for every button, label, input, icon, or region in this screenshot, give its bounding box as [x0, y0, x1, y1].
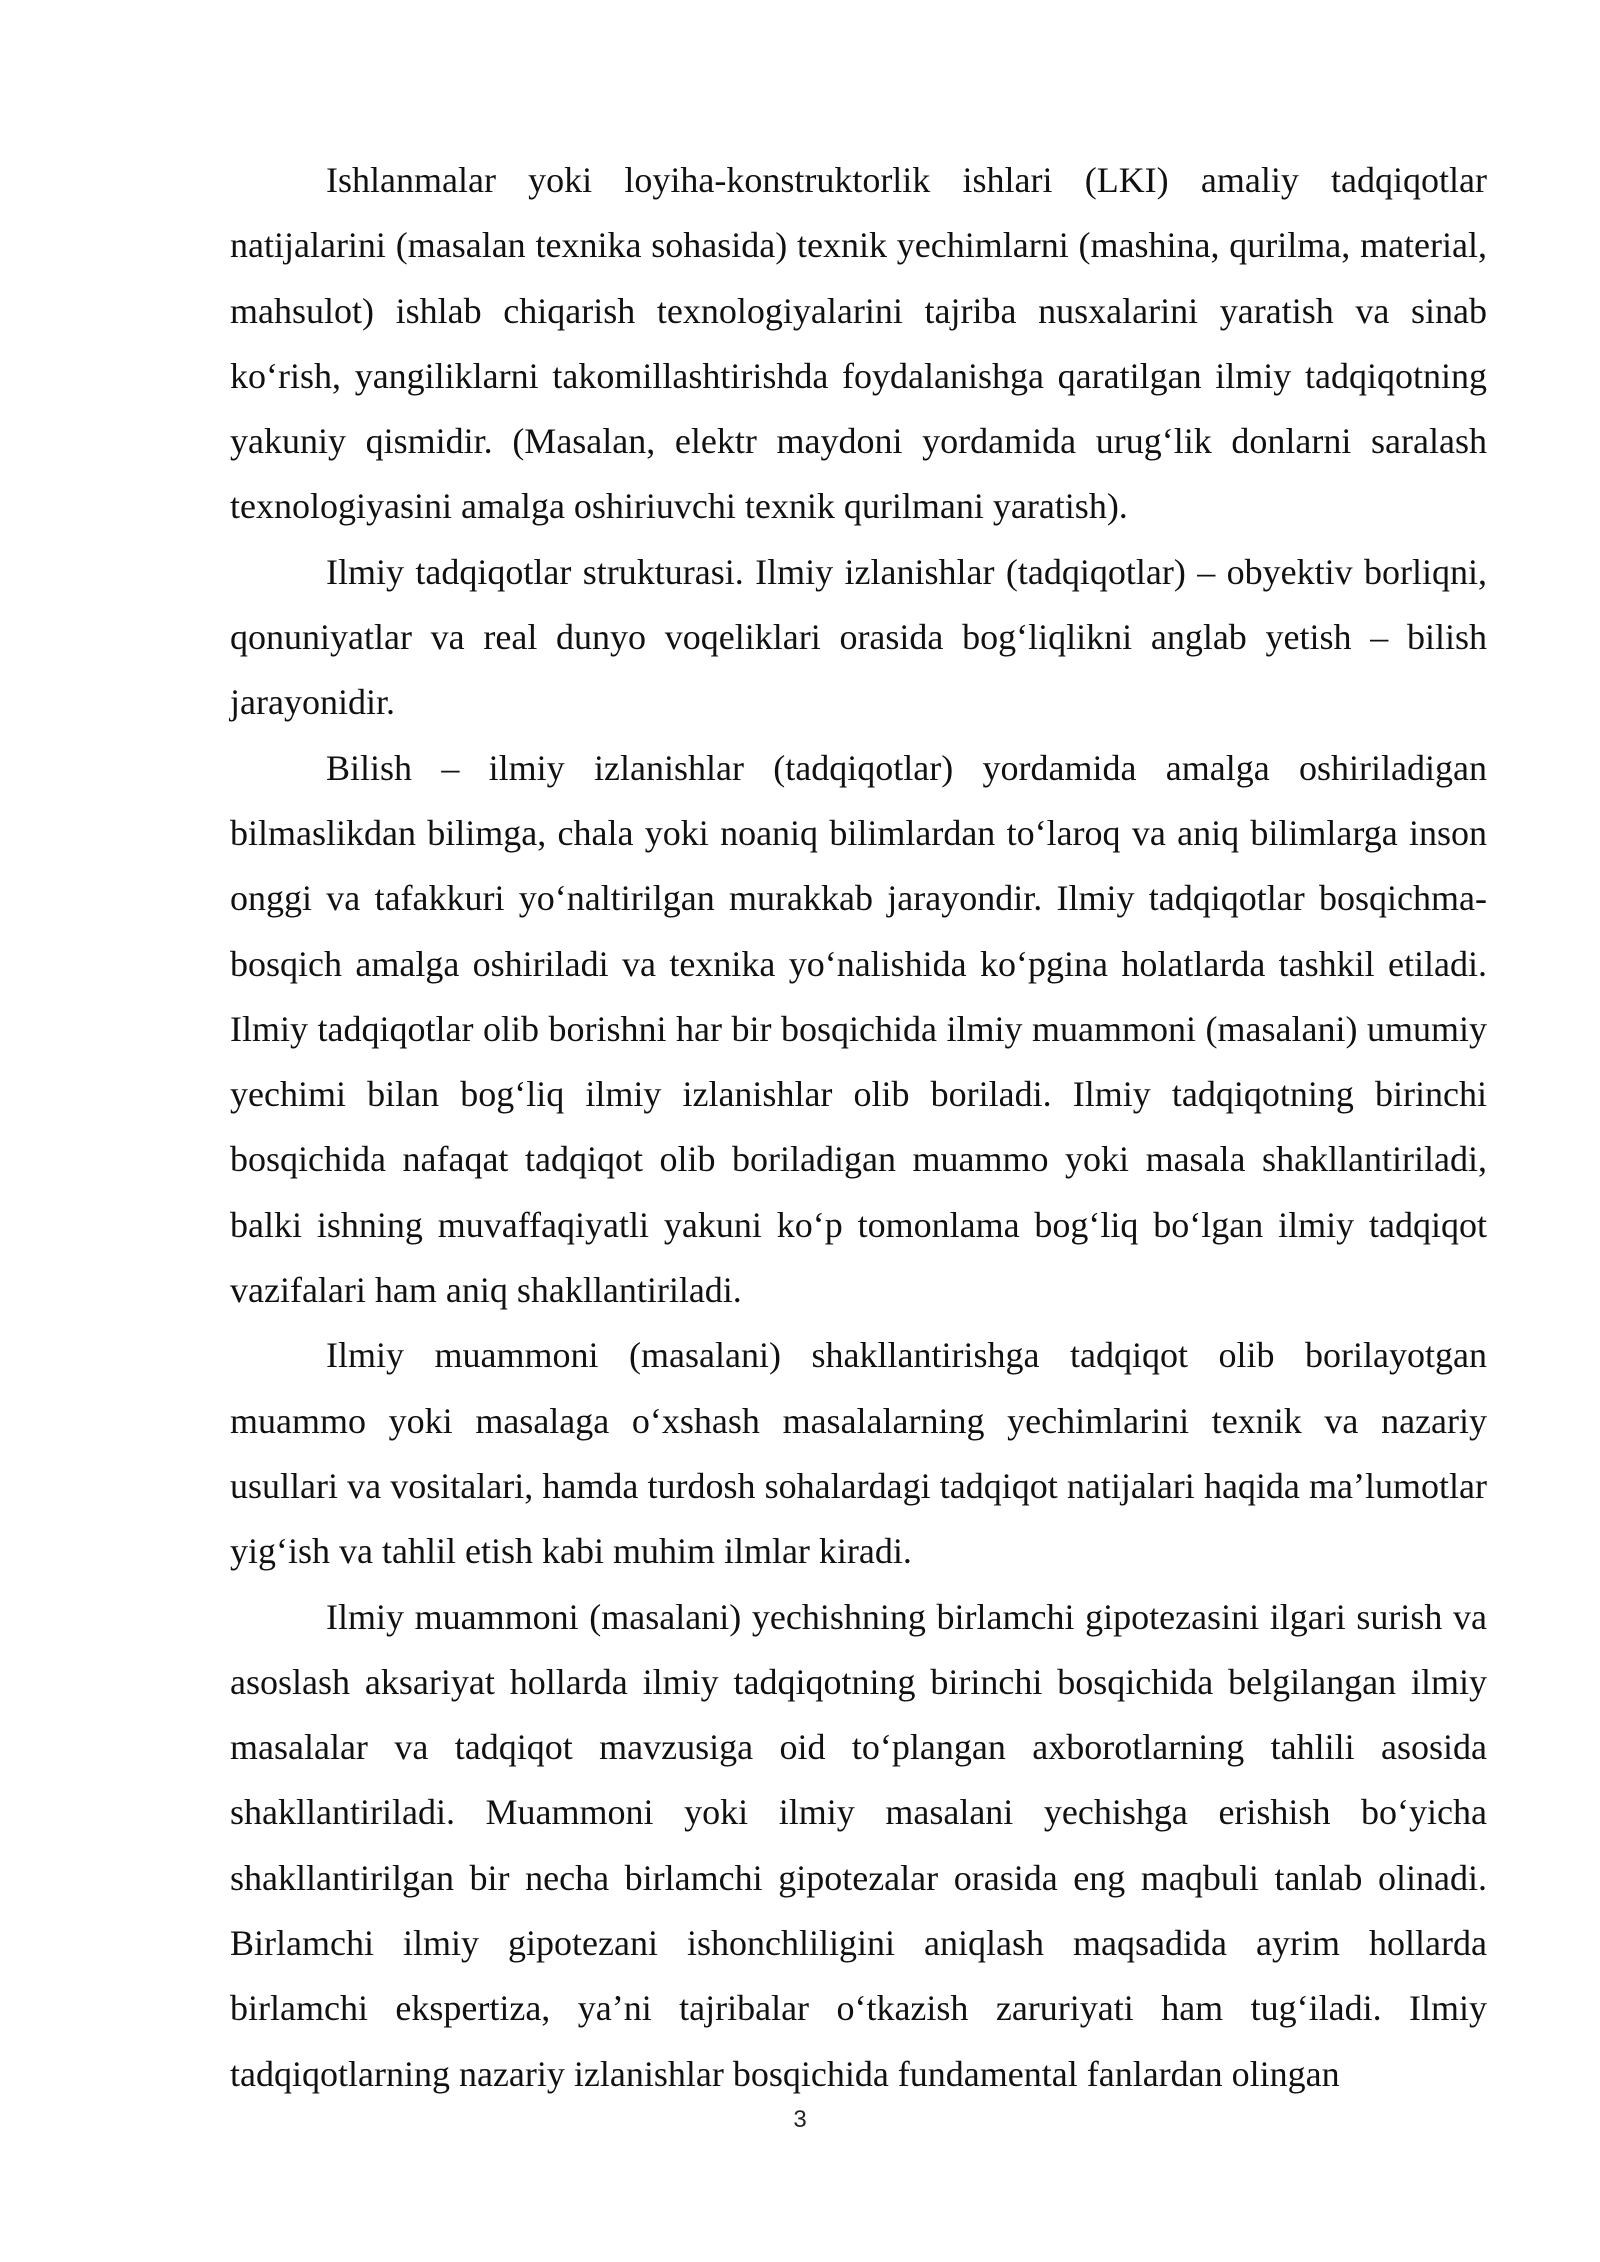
page-number: 3: [793, 2106, 807, 2133]
paragraph-lki-definition: Ishlanmalar yoki loyiha-konstruktorlik ishlari (LKI) amaliy tadqiqotlar natijalarini (masalan texnika sohasida) texnik yechimlarni (mashina, qurilma, material, mahsulot) ishlab chiqarish texnologiyalarini tajriba nusxalarini yaratish va sinab koʻrish, yangiliklarni takomillashtirishda foydalanishga qaratilgan ilmiy tadqiqotning yakuniy qismidir. (Masalan, elektr maydoni yordamida urugʻlik donlarni saralash texnologiyasini amalga oshiriuvchi texnik qurilmani yaratish).: [230, 160, 1487, 527]
paragraph-problem-formulation: Ilmiy muammoni (masalani) shakllantirishga tadqiqot olib borilayotgan muammo yoki masalaga oʻxshash masalalarning yechimlarini texnik va nazariy usullari va vositalari, hamda turdosh sohalardagi tadqiqot natijalari haqida maʼlumotlar yigʻish va tahlil etish kabi muhim ilmlar kiradi.: [230, 1335, 1487, 1572]
paragraph-hypothesis: Ilmiy muammoni (masalani) yechishning birlamchi gipotezasini ilgari surish va asoslash aksariyat hollarda ilmiy tadqiqotning birinchi bosqichida belgilangan ilmiy masalalar va tadqiqot mavzusiga oid toʻplangan axborotlarning tahlili asosida shakllantiriladi. Muammoni yoki ilmiy masalani yechishga erishish boʻyicha shakllantirilgan bir necha birlamchi gipotezalar orasida eng maqbuli tanlab olinadi. Birlamchi ilmiy gipotezani ishonchliligini aniqlash maqsadida ayrim hollarda birlamchi ekspertiza, yaʼni tajribalar oʻtkazish zaruriyati ham tugʻiladi. Ilmiy tadqiqotlarning nazariy izlanishlar bosqichida fundamental fanlardan olingan: [230, 1596, 1487, 2094]
body-text: [230, 148, 1487, 2107]
paragraph-research-structure: Ilmiy tadqiqotlar strukturasi. Ilmiy izlanishlar (tadqiqotlar) – obyektiv borliqni, qonuniyatlar va real dunyo voqeliklari orasida bogʻliqlikni anglab yetish – bilish jarayonidir.: [230, 551, 1487, 723]
paragraph-cognition: Bilish – ilmiy izlanishlar (tadqiqotlar) yordamida amalga oshiriladigan bilmaslikdan bilimga, chala yoki noaniq bilimlardan toʻlaroq va aniq bilimlarga inson onggi va tafakkuri yoʻnaltirilgan murakkab jarayondir. Ilmiy tadqiqotlar bosqichma-bosqich amalga oshiriladi va texnika yoʻnalishida koʻpgina holatlarda tashkil etiladi. Ilmiy tadqiqotlar olib borishni har bir bosqichida ilmiy muammoni (masalani) umumiy yechimi bilan bogʻliq ilmiy izlanishlar olib boriladi. Ilmiy tadqiqotning birinchi bosqichida nafaqat tadqiqot olib boriladigan muammo yoki masala shakllantiriladi, balki ishning muvaffaqiyatli yakuni koʻp tomonlama bogʻliq boʻlgan ilmiy tadqiqot vazifalari ham aniq shakllantiriladi.: [230, 747, 1487, 1311]
